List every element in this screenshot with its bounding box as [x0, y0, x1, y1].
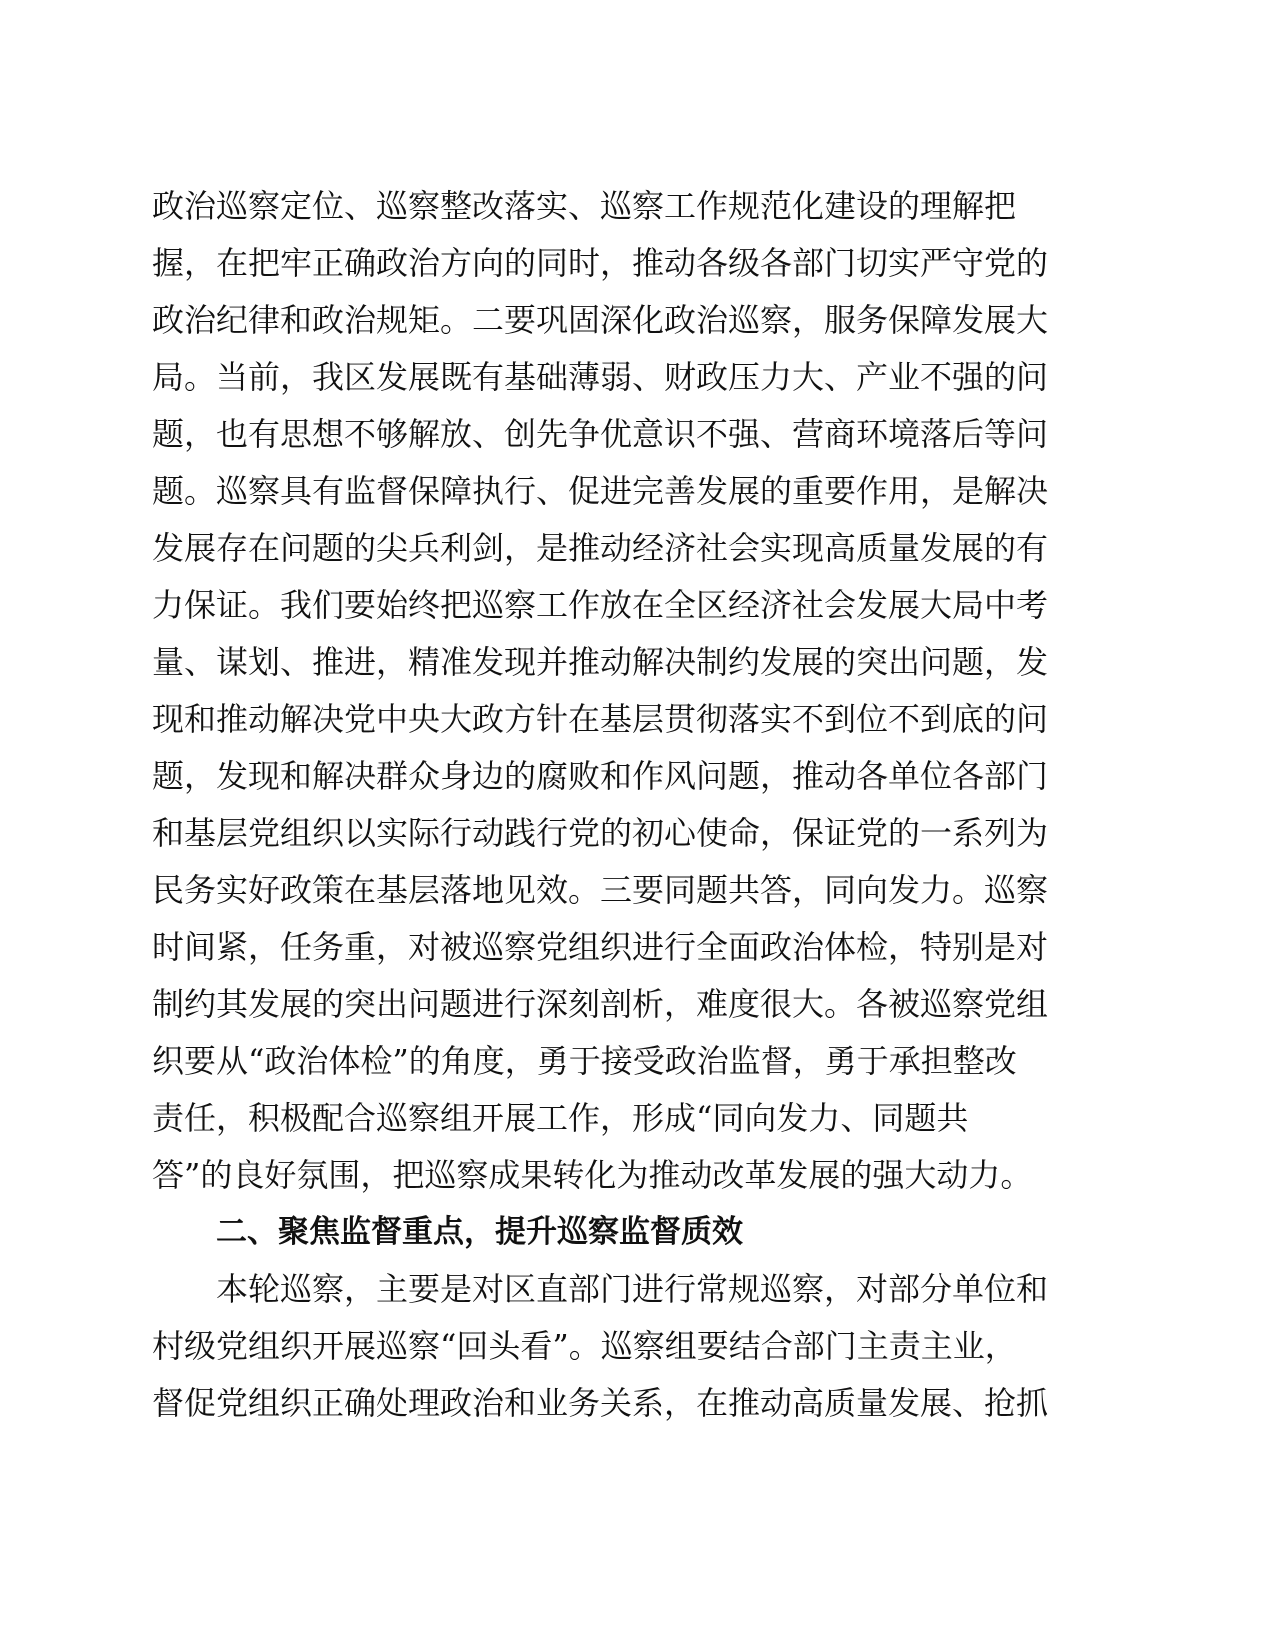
paragraph-line: 和基层党组织以实际行动践行党的初心使命，保证党的一系列为: [152, 814, 1049, 852]
paragraph-line: 握，在把牢正确政治方向的同时，推动各级各部门切实严守党的: [152, 244, 1049, 282]
section-heading: 二、聚焦监督重点，提升巡察监督质效: [216, 1214, 743, 1250]
paragraph-line: 政治巡察定位、巡察整改落实、巡察工作规范化建设的理解把: [152, 187, 1017, 225]
paragraph-line: 时间紧，任务重，对被巡察党组织进行全面政治体检，特别是对: [152, 928, 1049, 966]
paragraph-line: 督促党组织正确处理政治和业务关系，在推动高质量发展、抢抓: [152, 1384, 1049, 1422]
paragraph-line: 村级党组织开展巡察“回头看”。巡察组要结合部门主责主业，: [152, 1327, 1017, 1365]
paragraph-line: 发展存在问题的尖兵利剑，是推动经济社会实现高质量发展的有: [152, 529, 1049, 567]
paragraph-line: 织要从“政治体检”的角度，勇于接受政治监督，勇于承担整改: [152, 1042, 1017, 1080]
paragraph-line: 量、谋划、推进，精准发现并推动解决制约发展的突出问题，发: [152, 643, 1049, 681]
paragraph-line: 本轮巡察，主要是对区直部门进行常规巡察，对部分单位和: [216, 1270, 1049, 1308]
paragraph-line: 政治纪律和政治规矩。二要巩固深化政治巡察，服务保障发展大: [152, 301, 1049, 339]
paragraph-line: 局。当前，我区发展既有基础薄弱、财政压力大、产业不强的问: [152, 358, 1049, 396]
paragraph-line: 题。巡察具有监督保障执行、促进完善发展的重要作用，是解决: [152, 472, 1049, 510]
paragraph-line: 现和推动解决党中央大政方针在基层贯彻落实不到位不到底的问: [152, 700, 1049, 738]
paragraph-line: 题，也有思想不够解放、创先争优意识不强、营商环境落后等问: [152, 415, 1049, 453]
paragraph-line: 力保证。我们要始终把巡察工作放在全区经济社会发展大局中考: [152, 586, 1049, 624]
paragraph-line: 责任，积极配合巡察组开展工作，形成“同向发力、同题共: [152, 1099, 969, 1137]
document-body: [152, 178, 1092, 1432]
paragraph-line: 答”的良好氛围，把巡察成果转化为推动改革发展的强大动力。: [152, 1156, 1033, 1194]
paragraph-line: 制约其发展的突出问题进行深刻剖析，难度很大。各被巡察党组: [152, 985, 1049, 1023]
paragraph-line: 民务实好政策在基层落地见效。三要同题共答，同向发力。巡察: [152, 871, 1049, 909]
paragraph-line: 题，发现和解决群众身边的腐败和作风问题，推动各单位各部门: [152, 757, 1049, 795]
